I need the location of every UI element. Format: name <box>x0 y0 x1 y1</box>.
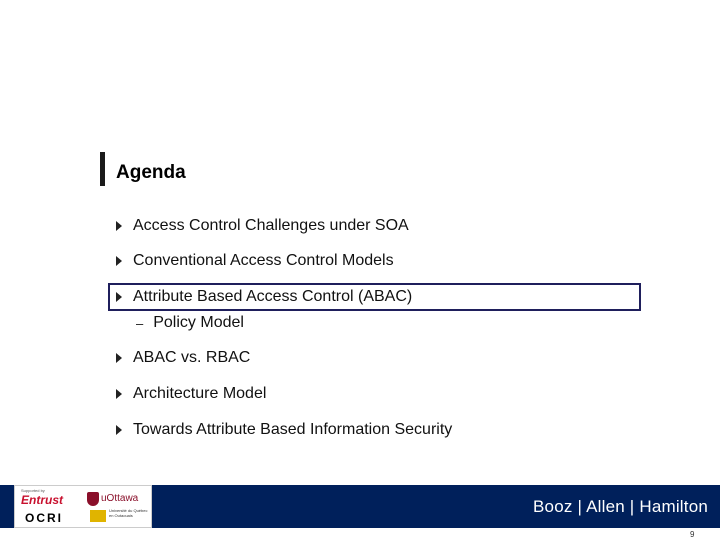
agenda-item-current <box>116 288 412 306</box>
title-accent-bar <box>100 152 105 186</box>
supported-by-label: Supported by <box>21 488 45 493</box>
agenda-item-label: Towards Attribute Based Information Security <box>133 421 453 438</box>
agenda-item-label: Access Control Challenges under SOA <box>133 217 409 234</box>
triangle-bullet-icon <box>116 353 122 363</box>
triangle-bullet-icon <box>116 389 122 399</box>
agenda-item-label: Conventional Access Control Models <box>133 252 394 269</box>
dash-bullet: – <box>136 315 144 331</box>
sponsor-logos <box>14 485 152 528</box>
uqo-logo-text: Université du Québec en Outaouais <box>109 508 148 518</box>
entrust-logo: Entrust <box>21 493 63 507</box>
agenda-sub-item <box>136 314 244 332</box>
uqo-crest-icon <box>90 510 106 522</box>
ocri-logo: OCRI <box>25 511 63 525</box>
agenda-item-label: Attribute Based Access Control (ABAC) <box>133 288 413 305</box>
triangle-bullet-icon <box>116 256 122 266</box>
uottawa-logo: uOttawa <box>101 493 139 504</box>
page-number: 9 <box>690 530 695 539</box>
agenda-item <box>116 421 452 439</box>
slide-title: Agenda <box>116 162 186 183</box>
agenda-sub-item-label: Policy Model <box>153 314 244 331</box>
agenda-item-label: Architecture Model <box>133 385 267 402</box>
uottawa-crest-icon <box>87 492 99 506</box>
triangle-bullet-icon <box>116 292 122 302</box>
agenda-item <box>116 349 250 367</box>
agenda-item <box>116 252 394 270</box>
agenda-item-label: ABAC vs. RBAC <box>133 349 251 366</box>
triangle-bullet-icon <box>116 425 122 435</box>
triangle-bullet-icon <box>116 221 122 231</box>
agenda-item <box>116 217 409 235</box>
brand-logo: Booz | Allen | Hamilton <box>533 497 709 516</box>
agenda-item <box>116 385 266 403</box>
